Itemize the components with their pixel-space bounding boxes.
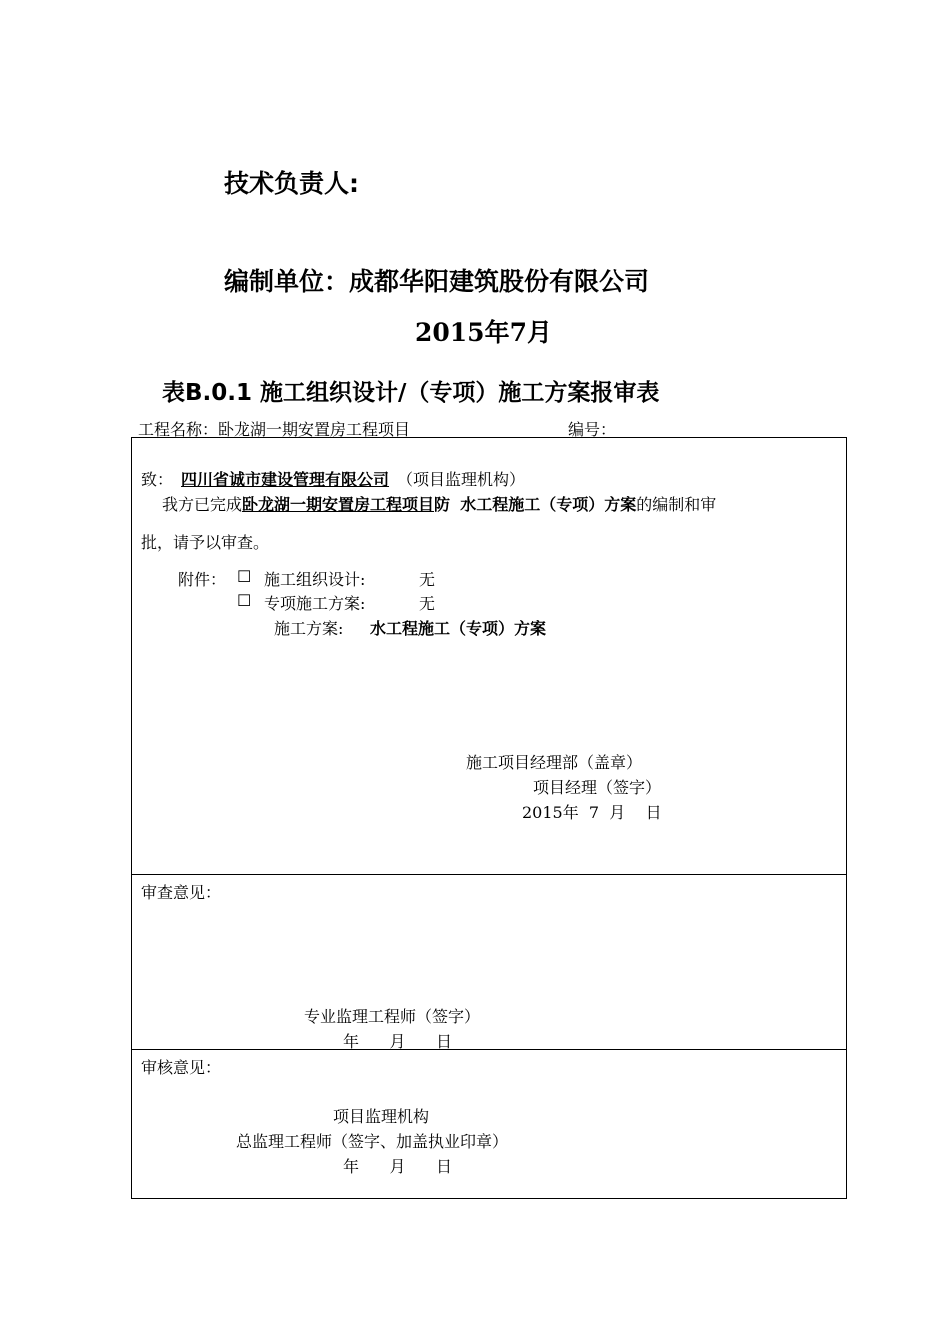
addressee-org: 四川省诚市建设管理有限公司 [181,470,390,489]
project-name: 工程名称：卧龙湖一期安置房工程项目 [138,420,411,439]
addressee-prefix: 致： [141,470,174,489]
table-divider-1 [131,874,847,875]
tech-lead-label: 技术负责人: [224,169,359,198]
attach-3-value: 水工程施工（专项）方案 [370,619,547,638]
chief-engineer-signature: 总监理工程师（签字、加盖执业印章） [236,1132,509,1151]
section2-date: 年 月 日 [343,1032,453,1051]
manager-signature: 项目经理（签字） [533,778,662,797]
attach-2-label: 专项施工方案: [264,594,366,613]
supervision-org: 项目监理机构 [333,1107,430,1126]
checkbox-1[interactable]: ☐ [237,567,252,586]
audit-opinion-label: 审核意见： [141,1058,222,1077]
body-scheme: 水工程施工（专项）方案 [460,495,637,514]
attach-1-value: 无 [419,570,436,589]
contractor-seal: 施工项目经理部（盖章） [466,753,643,772]
body-project-b: 防 [434,495,451,514]
addressee-suffix: （项目监理机构） [397,470,526,489]
attach-3-label: 施工方案: [274,619,344,638]
section3-date: 年 月 日 [343,1157,453,1176]
attach-label: 附件： [178,570,227,589]
attach-2-value: 无 [419,594,436,613]
form-title: 表B.0.1 施工组织设计/（专项）施工方案报审表 [162,380,660,406]
form-number-label: 编号： [568,420,617,439]
compiler-label: 编制单位：成都华阳建筑股份有限公司 [224,267,650,296]
body-line-1 [162,492,716,515]
body-prefix: 我方已完成 [162,495,243,514]
attach-1-label: 施工组织设计: [264,570,366,589]
addressee-line [141,467,525,490]
table-divider-2 [131,1049,847,1050]
review-opinion-label: 审查意见： [141,883,222,902]
section1-date: 2015年 7 月 日 [522,803,662,822]
doc-date: 2015年7月 [415,318,552,347]
body-suffix: 的编制和审 [636,495,717,514]
body-line-2: 批，请予以审查。 [141,533,270,552]
engineer-signature: 专业监理工程师（签字） [304,1007,481,1026]
body-project: 卧龙湖一期安置房工程项目 [242,495,435,514]
checkbox-2[interactable]: ☐ [237,591,252,610]
